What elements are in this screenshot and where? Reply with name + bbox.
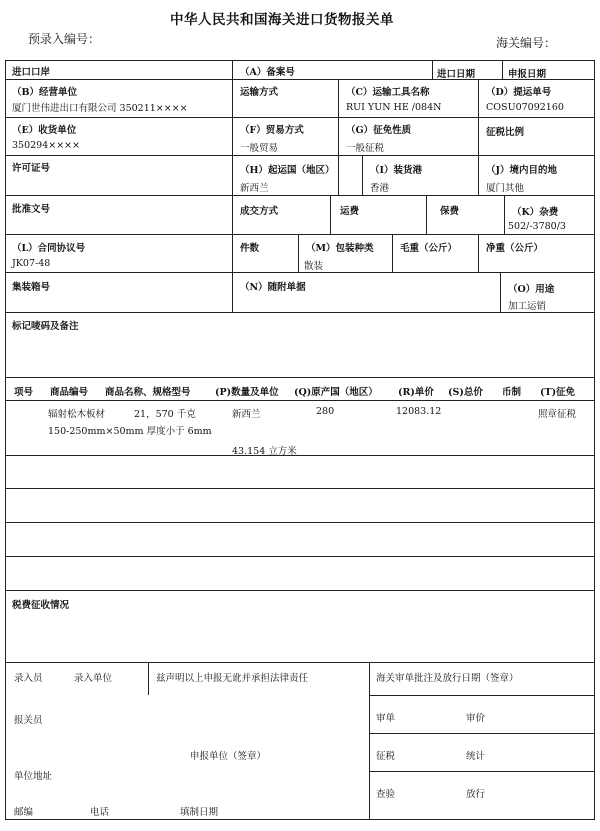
goods-col-total: (S)总价 <box>448 387 483 398</box>
tax-ratio-label: 征税比例 <box>486 127 525 138</box>
trade-mode-label: （F）贸易方式 <box>240 125 304 136</box>
operator-label: （B）经营单位 <box>12 87 78 98</box>
unit-address-label: 单位地址 <box>14 771 53 782</box>
license-label: 许可证号 <box>12 163 51 174</box>
phone-label: 电话 <box>90 807 110 818</box>
customs-approval-label: 海关审单批注及放行日期（签章） <box>376 673 519 684</box>
release-label: 放行 <box>466 789 486 800</box>
declarant-label: 报关员 <box>14 715 43 726</box>
bill-value: COSU07092160 <box>486 102 564 113</box>
goods-unit-price: 280 <box>316 406 335 417</box>
audit-price-label: 审价 <box>466 713 486 724</box>
loading-port-label: （I）装货港 <box>370 165 422 176</box>
contract-label: （L）合同协议号 <box>12 243 86 254</box>
declare-unit-seal-label: 申报单位（签章） <box>190 751 267 762</box>
package-value: 散装 <box>304 261 324 272</box>
goods-col-exemption: (T)征免 <box>540 387 576 398</box>
pieces-label: 件数 <box>240 243 260 254</box>
destination-label: （J）境内目的地 <box>486 165 557 176</box>
consignee-label: （E）收货单位 <box>12 125 77 136</box>
page-title: 中华人民共和国海关进口货物报关单 <box>170 12 394 28</box>
fill-date-label: 填制日期 <box>180 807 219 818</box>
insurance-label: 保费 <box>440 206 460 217</box>
goods-volume: 43.154 立方米 <box>232 446 297 457</box>
transport-tool-value: RUI YUN HE /084N <box>346 102 442 113</box>
usage-value: 加工运销 <box>508 301 547 312</box>
entry-clerk-label: 录入员 <box>14 673 43 684</box>
marks-label: 标记唛码及备注 <box>12 321 79 332</box>
misc-fee-value: 502/-3780/3 <box>508 221 566 232</box>
bill-label: （D）提运单号 <box>486 87 552 98</box>
loading-port-value: 香港 <box>370 183 390 194</box>
deal-mode-label: 成交方式 <box>240 206 279 217</box>
origin-country-value: 新西兰 <box>240 183 269 194</box>
goods-origin: 新西兰 <box>232 409 261 420</box>
record-number-label: （A）备案号 <box>240 67 295 78</box>
documents-label: （N）随附单据 <box>240 282 306 293</box>
consignee-value: 350294×××× <box>12 140 81 151</box>
goods-total: 12083.12 <box>396 406 442 417</box>
goods-col-code: 商品编号 <box>50 387 89 398</box>
postcode-label: 邮编 <box>14 807 34 818</box>
contract-value: JK07-48 <box>12 258 51 269</box>
goods-exemption: 照章征税 <box>538 409 577 420</box>
declare-date-label: 申报日期 <box>508 69 547 80</box>
net-weight-label: 净重（公斤） <box>486 243 544 254</box>
package-label: （M）包装种类 <box>306 243 374 254</box>
origin-country-label: （H）起运国（地区） <box>240 165 335 176</box>
transport-mode-label: 运输方式 <box>240 87 279 98</box>
goods-col-currency: 币制 <box>502 387 522 398</box>
goods-col-quantity: (P)数量及单位 <box>215 387 279 398</box>
freight-label: 运费 <box>340 206 360 217</box>
misc-fee-label: （K）杂费 <box>512 207 559 218</box>
customs-number-label: 海关编号： <box>496 36 557 50</box>
operator-value: 厦门世伟进出口有限公司 350211×××× <box>12 103 188 114</box>
destination-value: 厦门其他 <box>486 183 525 194</box>
gross-weight-label: 毛重（公斤） <box>400 243 458 254</box>
inspection-label: 查验 <box>376 789 396 800</box>
tax-status-label: 税费征收情况 <box>12 600 70 611</box>
tax-levy-label: 征税 <box>376 751 396 762</box>
declaration-statement: 兹声明以上申报无讹并承担法律责任 <box>156 673 309 684</box>
transport-tool-label: （C）运输工具名称 <box>346 87 430 98</box>
tax-nature-value: 一般征税 <box>346 143 385 154</box>
review-label: 审单 <box>376 713 396 724</box>
trade-mode-value: 一般贸易 <box>240 143 279 154</box>
usage-label: （O）用途 <box>508 284 555 295</box>
statistics-label: 统计 <box>466 751 486 762</box>
goods-spec: 150-250mm×50mm 厚度小于 6mm <box>48 426 212 437</box>
goods-col-name-spec: 商品名称、规格型号 <box>105 387 191 398</box>
goods-col-item-no: 项号 <box>14 387 34 398</box>
import-date-label: 进口日期 <box>437 69 476 80</box>
goods-col-unit-price: (R)单价 <box>398 387 434 398</box>
goods-name: 辐射松木板材 <box>48 409 106 420</box>
container-label: 集装箱号 <box>12 282 51 293</box>
tax-nature-label: （G）征免性质 <box>346 125 412 136</box>
preentry-number-label: 预录入编号： <box>28 32 101 46</box>
approval-label: 批准文号 <box>12 204 51 215</box>
goods-col-origin: (Q)原产国（地区） <box>294 387 378 398</box>
entry-unit-label: 录入单位 <box>74 673 113 684</box>
goods-quantity: 21，570 千克 <box>134 409 196 420</box>
import-port-label: 进口口岸 <box>12 67 51 78</box>
